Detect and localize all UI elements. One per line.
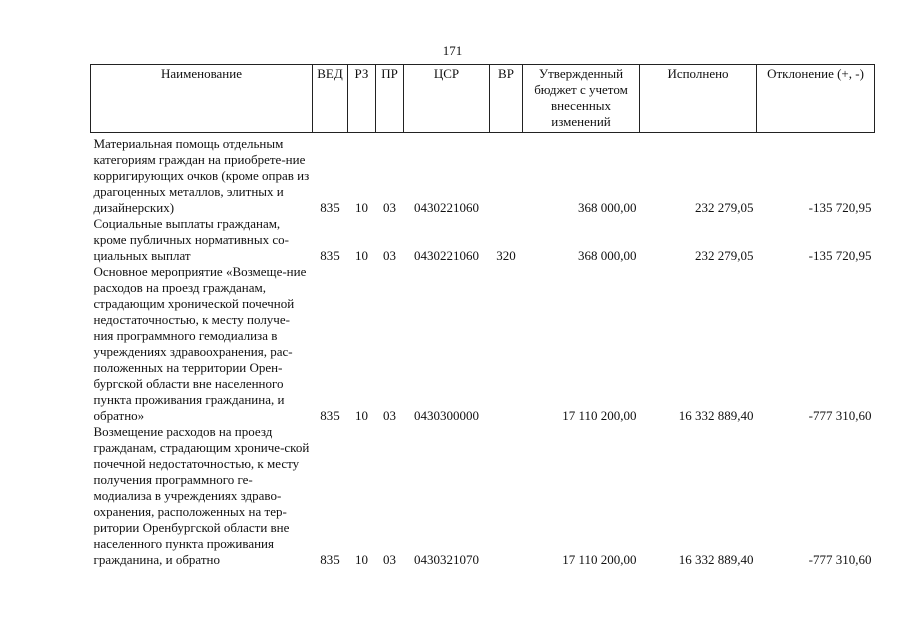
- row-pr: 03: [383, 248, 396, 263]
- row-deviation: -777 310,60: [808, 552, 872, 567]
- row-vr: [490, 136, 523, 216]
- header-pr: ПР: [376, 65, 404, 133]
- row-name: Основное мероприятие «Возмеще-ние расходов на проезд гражданам, страдающим хронической почечной недостаточностью, к месту получе-ния программного гемодиализа в учреждениях здравоохранения, рас-положенных на территории Орен-бургской области вне населенного пункта проживания гражданина, и обратно»: [93, 264, 307, 423]
- row-name: Социальные выплаты гражданам, кроме публичных нормативных со-циальных выплат: [93, 216, 289, 263]
- row-deviation: -135 720,95: [808, 200, 872, 215]
- row-deviation: -135 720,95: [808, 248, 872, 263]
- header-budget: Утвержденный бюджет с учетом внесенных изменений: [523, 65, 640, 133]
- row-vr: [490, 264, 523, 424]
- table-header-row: [91, 65, 875, 133]
- row-csr: 0430300000: [414, 408, 479, 423]
- budget-table-container: [90, 64, 874, 568]
- row-name: Материальная помощь отдельным категориям граждан на приобрете-ние корригирующих очков (кроме оправ из драгоценных металлов, элитных и дизайнерских): [93, 136, 310, 215]
- row-pr: 03: [383, 552, 396, 567]
- row-vr: [490, 424, 523, 568]
- row-ved: 835: [320, 248, 340, 263]
- row-executed: 16 332 889,40: [678, 552, 754, 567]
- row-ved: 835: [320, 408, 340, 423]
- budget-table: [90, 64, 875, 568]
- header-executed: Исполнено: [640, 65, 757, 133]
- row-pr: 03: [383, 408, 396, 423]
- row-executed: 16 332 889,40: [678, 408, 754, 423]
- table-row: [91, 264, 875, 424]
- row-deviation: -777 310,60: [808, 408, 872, 423]
- table-row: [91, 216, 875, 264]
- header-ved: ВЕД: [313, 65, 348, 133]
- row-ved: 835: [320, 200, 340, 215]
- header-csr: ЦСР: [404, 65, 490, 133]
- table-row: [91, 424, 875, 568]
- row-rz: 10: [355, 248, 368, 263]
- row-pr: 03: [383, 200, 396, 215]
- row-csr: 0430221060: [414, 200, 479, 215]
- table-row: [91, 136, 875, 216]
- header-deviation: Отклонение (+, -): [757, 65, 875, 133]
- page-number: 171: [442, 43, 463, 58]
- row-executed: 232 279,05: [695, 200, 754, 215]
- row-rz: 10: [355, 200, 368, 215]
- header-vr: ВР: [490, 65, 523, 133]
- row-budget: 17 110 200,00: [562, 552, 637, 567]
- header-name: Наименование: [91, 65, 313, 133]
- row-ved: 835: [320, 552, 340, 567]
- row-executed: 232 279,05: [695, 248, 754, 263]
- row-budget: 17 110 200,00: [562, 408, 637, 423]
- row-budget: 368 000,00: [578, 248, 637, 263]
- row-vr: 320: [496, 248, 516, 263]
- row-rz: 10: [355, 408, 368, 423]
- row-name: Возмещение расходов на проезд гражданам, страдающим хрониче-ской почечной недостаточностью, к месту получения программного ге-модиализа в учреждениях здраво-охранения, расположенных на тер-ритории Оренбургской области вне населенного пункта проживания гражданина, и обратно: [93, 424, 310, 567]
- header-rz: РЗ: [348, 65, 376, 133]
- row-csr: 0430221060: [414, 248, 479, 263]
- row-csr: 0430321070: [414, 552, 479, 567]
- row-rz: 10: [355, 552, 368, 567]
- row-budget: 368 000,00: [578, 200, 637, 215]
